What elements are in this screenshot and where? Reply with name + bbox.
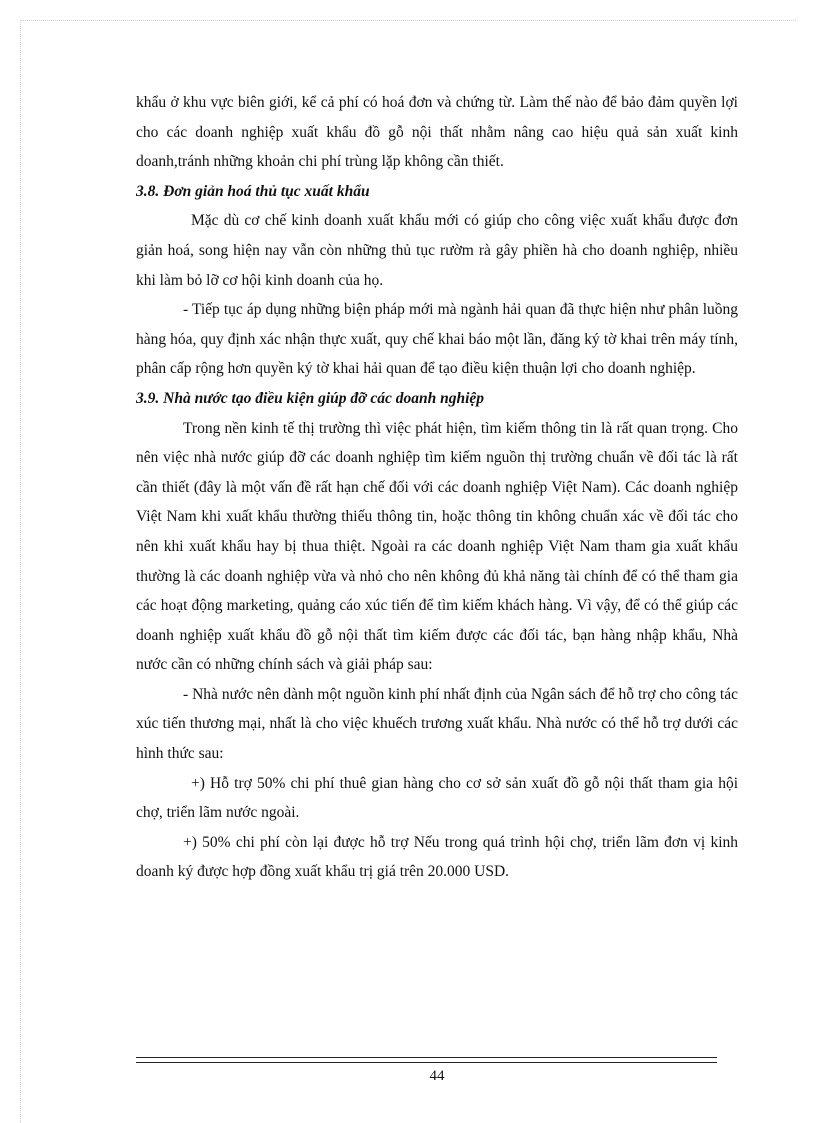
section-heading-3-9: 3.9. Nhà nước tạo điều kiện giúp đỡ các doanh nghiệp [136, 389, 485, 407]
paragraph-6: +) Hỗ trợ 50% chi phí thuê gian hàng cho cơ sở sản xuất đồ gỗ nội thất tham gia hội chợ, triển lãm nước ngoài. [136, 774, 738, 822]
document-body [136, 88, 738, 887]
footer-rule [136, 1057, 717, 1063]
page-number: 44 [429, 1068, 445, 1084]
paragraph-2: Mặc dù cơ chế kinh doanh xuất khẩu mới có giúp cho công việc xuất khẩu được đơn giản hoá, song hiện nay vẫn còn những thủ tục rườm rà gây phiền hà cho doanh nghiệp, nhiều khi làm bỏ lỡ cơ hội kinh doanh của họ. [136, 212, 738, 289]
paragraph-3: - Tiếp tục áp dụng những biện pháp mới mà ngành hải quan đã thực hiện như phân luồng hàng hóa, quy định xác nhận thực xuất, quy chế khai báo một lần, đăng ký tờ khai trên máy tính, phân cấp rộng hơn quyền ký tờ khai hải quan để tạo điều kiện thuận lợi cho doanh nghiệp. [136, 301, 738, 378]
paragraph-5: - Nhà nước nên dành một nguồn kinh phí nhất định của Ngân sách để hỗ trợ cho công tác xúc tiến thương mại, nhất là cho việc khuếch trương xuất khẩu. Nhà nước có thể hỗ trợ dưới các hình thức sau: [136, 685, 738, 763]
section-heading-3-8: 3.8. Đơn giản hoá thủ tục xuất khẩu [136, 182, 370, 200]
paragraph-7: +) 50% chi phí còn lại được hỗ trợ Nếu trong quá trình hội chợ, triển lãm đơn vị kinh doanh ký được hợp đồng xuất khẩu trị giá trên 20.000 USD. [136, 833, 738, 881]
paragraph-1: khẩu ở khu vực biên giới, kể cả phí có hoá đơn và chứng từ. Làm thế nào để bảo đảm quyền lợi cho các doanh nghiệp xuất khẩu đồ gỗ nội thất nhằm nâng cao hiệu quả sản xuất kinh doanh,tránh những khoản chi phí trùng lặp không cần thiết. [136, 94, 738, 171]
paragraph-4: Trong nền kinh tế thị trường thì việc phát hiện, tìm kiếm thông tin là rất quan trọng. Cho nên việc nhà nước giúp đỡ các doanh nghiệp tìm kiếm nguồn thị trường chuẩn về đối tác là rất cần thiết (đây là một vấn đề rất hạn chế đối với các doanh nghiệp Việt Nam). Các doanh nghiệp Việt Nam khi xuất khẩu thường thiếu thông tin, hoặc thông tin không chuẩn xác về đối tác cho nên khi xuất khẩu hay bị thua thiệt. Ngoài ra các doanh nghiệp Việt Nam tham gia xuất khẩu thường là các doanh nghiệp vừa và nhỏ cho nên không đủ khả năng tài chính để có thể tham gia các hoạt động marketing, quảng cáo xúc tiến để tìm kiếm khách hàng. Vì vậy, để có thể giúp các doanh nghiệp xuất khẩu đồ gỗ nội thất tìm kiếm được các đối tác, bạn hàng nhập khẩu, Nhà nước cần có những chính sách và giải pháp sau: [136, 419, 738, 674]
